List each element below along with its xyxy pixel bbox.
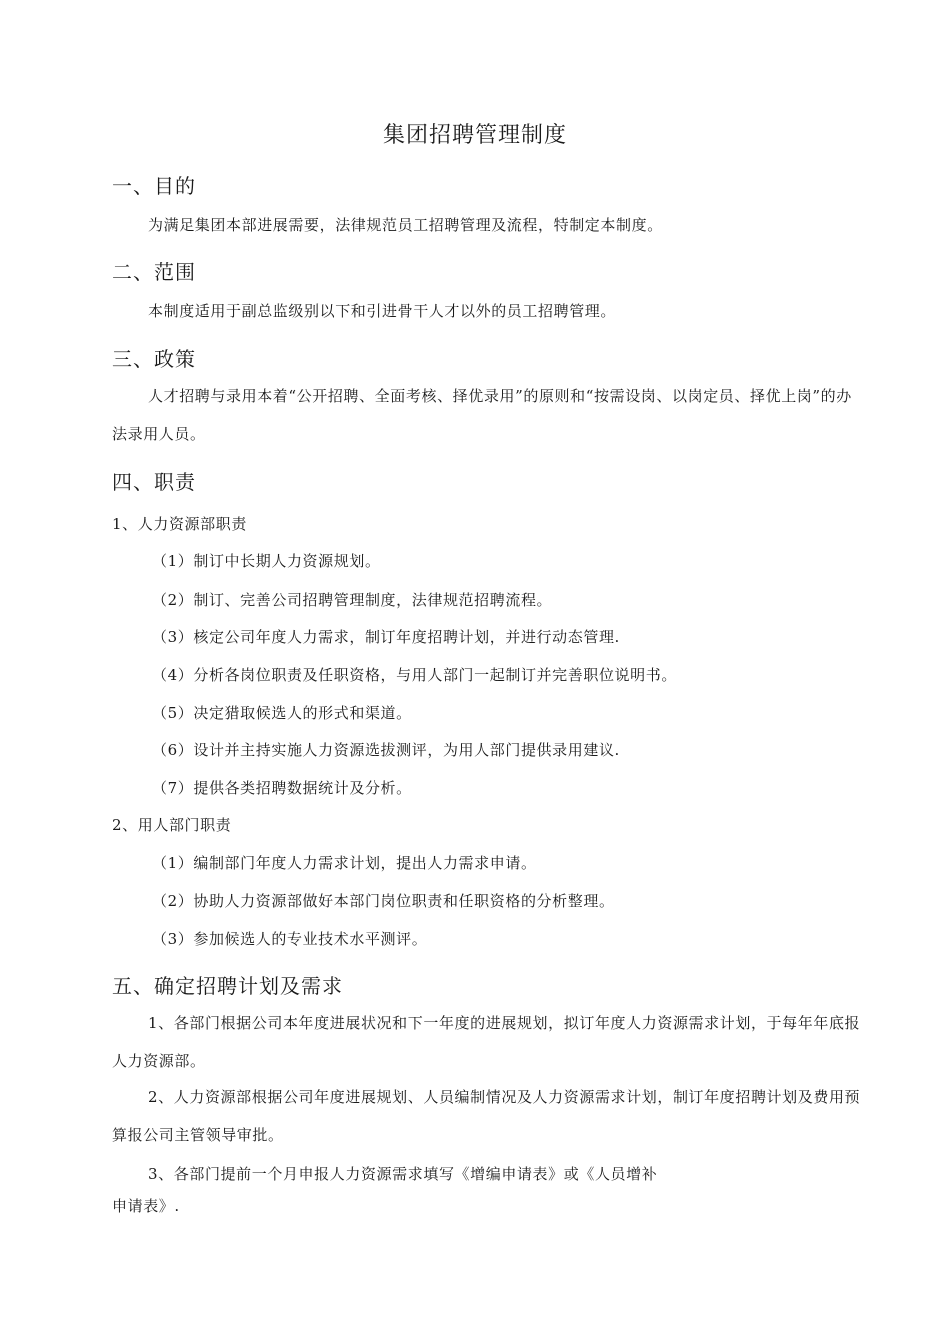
section-heading-planning: 五、确定招聘计划及需求 — [112, 974, 343, 998]
section-paragraph-purpose: 为满足集团本部进展需要，法律规范员工招聘管理及流程，特制定本制度。 — [148, 216, 663, 234]
planning-paragraph-line: 3、各部门提前一个月申报人力资源需求填写《增编申请表》或《人员增补 — [148, 1165, 658, 1183]
planning-paragraph: 2、人力资源部根据公司年度进展规划、人员编制情况及人力资源需求计划，制订年度招聘计划及费用预算报公司主管领导审批。 — [112, 1088, 861, 1144]
duty-item: （1）编制部门年度人力需求计划，提出人力需求申请。 — [152, 854, 537, 872]
duties-group-label: 1、人力资源部职责 — [112, 515, 247, 533]
duty-item: （7）提供各类招聘数据统计及分析。 — [152, 779, 412, 797]
duty-item: （3）参加候选人的专业技术水平测评。 — [152, 930, 428, 948]
section-heading-duties: 四、职责 — [112, 470, 196, 494]
section-heading-policy: 三、政策 — [112, 347, 196, 371]
duty-item: （5）决定猎取候选人的形式和渠道。 — [152, 704, 412, 722]
planning-paragraph: 1、各部门根据公司本年度进展状况和下一年度的进展规划，拟订年度人力资源需求计划，于每年年底报人力资源部。 — [112, 1014, 861, 1070]
duty-item: （3）核定公司年度人力需求，制订年度招聘计划，并进行动态管理. — [152, 628, 620, 646]
duty-item: （6）设计并主持实施人力资源选拔测评，为用人部门提供录用建议. — [152, 741, 620, 759]
section-heading-scope: 二、范围 — [112, 260, 196, 284]
duty-item: （4）分析各岗位职责及任职资格，与用人部门一起制订并完善职位说明书。 — [152, 666, 677, 684]
duty-item: （1）制订中长期人力资源规划。 — [152, 552, 381, 570]
section-paragraph-scope: 本制度适用于副总监级别以下和引进骨干人才以外的员工招聘管理。 — [148, 302, 617, 320]
duty-item: （2）协助人力资源部做好本部门岗位职责和任职资格的分析整理。 — [152, 892, 615, 910]
duties-group-label: 2、用人部门职责 — [112, 816, 232, 834]
section-heading-purpose: 一、目的 — [112, 174, 196, 198]
duty-item: （2）制订、完善公司招聘管理制度，法律规范招聘流程。 — [152, 591, 553, 609]
document-title: 集团招聘管理制度 — [382, 123, 567, 148]
section-paragraph-policy: 人才招聘与录用本着“公开招聘、全面考核、择优录用”的原则和“按需设岗、以岗定员、择优上岗”的办法录用人员。 — [112, 387, 852, 443]
planning-paragraph-line: 申请表》. — [112, 1197, 180, 1215]
